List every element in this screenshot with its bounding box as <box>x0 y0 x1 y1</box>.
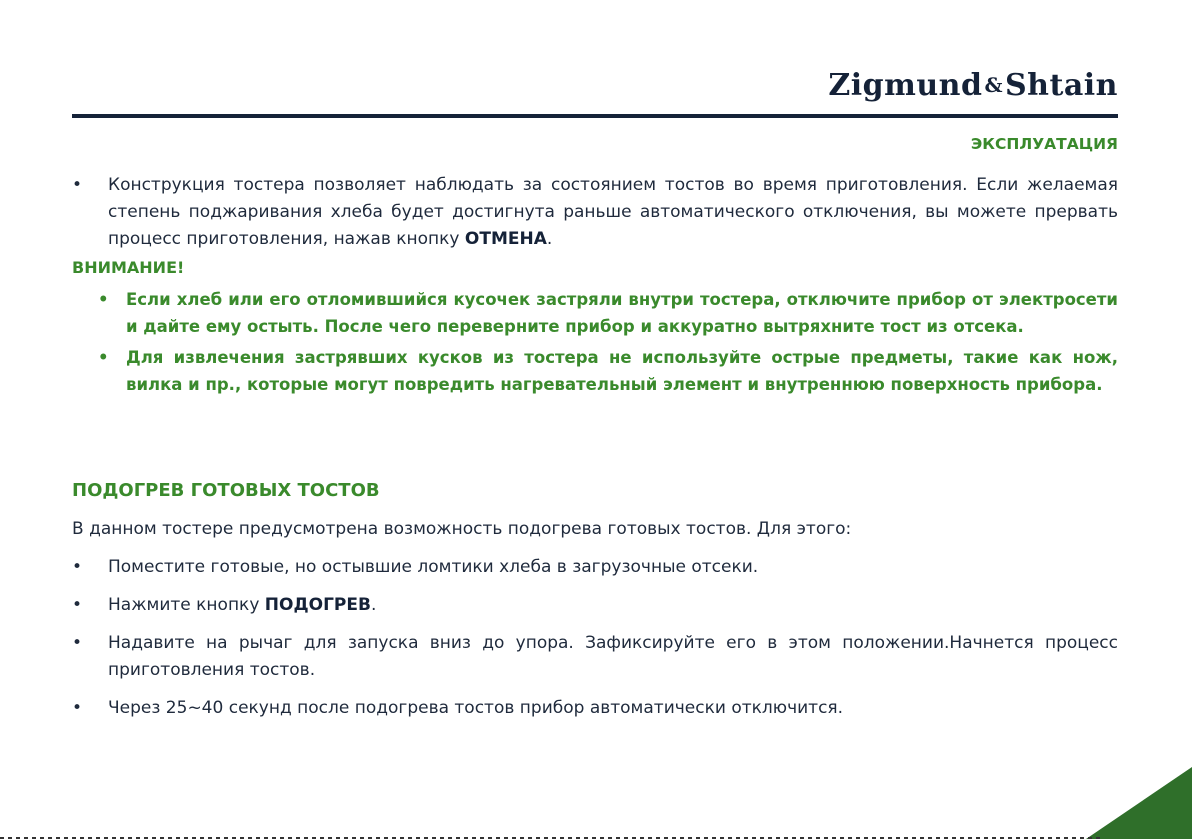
operation-item-end: . <box>546 229 553 249</box>
reheat-list <box>72 554 1118 733</box>
warning-list <box>92 286 1118 398</box>
operation-item-text: Конструкция тостера позволяет наблюдать за состоянием тостов во время приготовления. Если желаемая степень поджаривания хлеба будет достигнута раньше автоматического отключения, вы можете прервать процесс приготовления, нажав кнопку <box>108 175 1118 249</box>
reheat-title: ПОДОГРЕВ ГОТОВЫХ ТОСТОВ <box>72 480 380 501</box>
reheat-item-end: . <box>370 595 377 615</box>
reheat-item-text: Нажмите кнопку <box>108 595 265 615</box>
brand-amp: & <box>984 73 1004 97</box>
warning-title: ВНИМАНИЕ! <box>72 258 185 277</box>
header-rule <box>72 114 1118 118</box>
warning-item: • Для извлечения застрявших кусков из тостера не используйте острые предметы, такие как нож, вилка и пр., которые могут повредить нагревательный элемент и внутреннюю поверхность прибора. <box>92 344 1118 398</box>
reheat-button-label: ПОДОГРЕВ <box>264 595 371 615</box>
list-item: • Надавите на рычаг для запуска вниз до упора. Зафиксируйте его в этом положении.Начнется процесс приготовления тостов. <box>72 630 1118 684</box>
section-title: ЭКСПЛУАТАЦИЯ <box>970 135 1118 153</box>
brand-logo <box>828 68 1118 103</box>
list-item: • Через 25~40 секунд после подогрева тостов прибор автоматически отключится. <box>72 695 1118 722</box>
list-item <box>72 172 1118 253</box>
list-item <box>72 592 1118 619</box>
warning-item: • Если хлеб или его отломившийся кусочек застряли внутри тостера, отключите прибор от электросети и дайте ему остыть. После чего переверните прибор и аккуратно вытряхните тост из отсека. <box>92 286 1118 340</box>
cancel-button-label: ОТМЕНА <box>464 229 547 249</box>
brand-right: Shtain <box>1005 68 1118 103</box>
operation-list <box>72 172 1118 253</box>
list-item: • Поместите готовые, но остывшие ломтики хлеба в загрузочные отсеки. <box>72 554 1118 581</box>
brand-left: Zigmund <box>828 68 983 103</box>
corner-decoration <box>1086 767 1192 839</box>
reheat-intro: В данном тостере предусмотрена возможность подогрева готовых тостов. Для этого: <box>72 519 852 539</box>
